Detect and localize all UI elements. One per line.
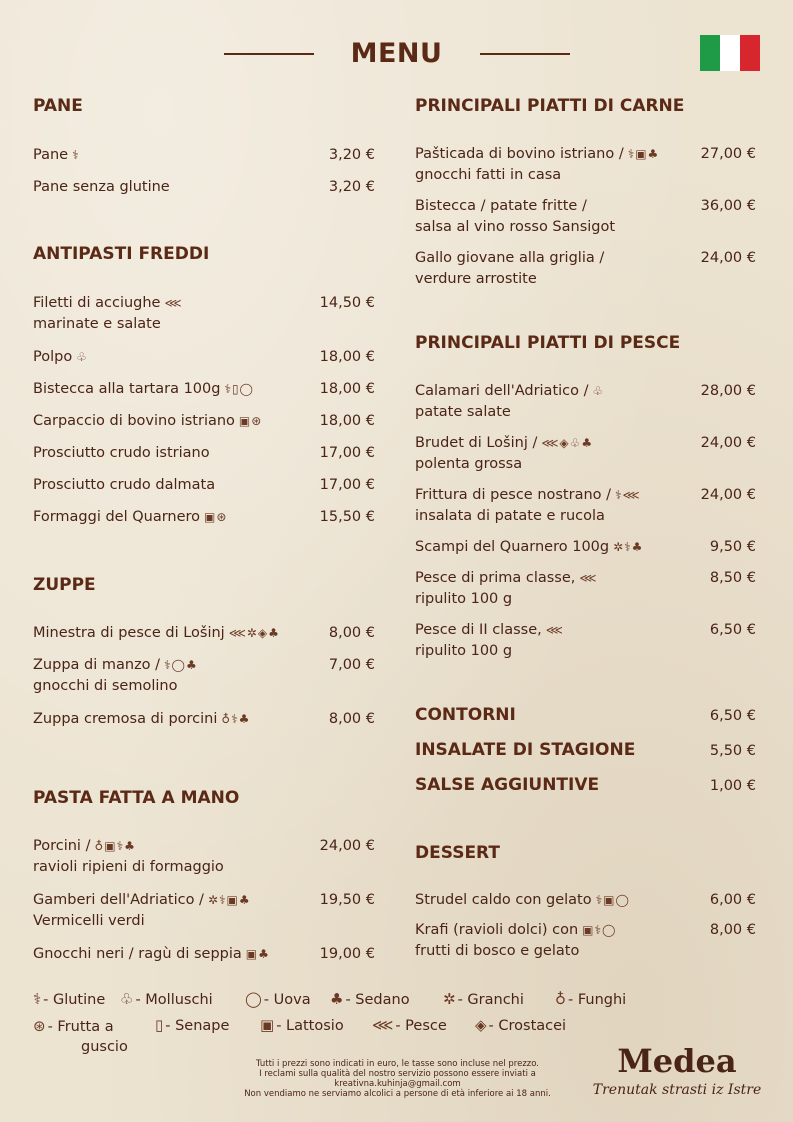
allergen-icons: ✲⚕♣: [613, 540, 644, 554]
mushroom-icon: ♁: [555, 990, 566, 1008]
allergen-icons: ♁▣⚕♣: [94, 839, 136, 853]
menu-item: [33, 347, 303, 368]
item-name-line2: marinate e salate: [33, 316, 161, 332]
section-title-contorni: CONTORNI: [415, 705, 516, 725]
page-title: MENU: [350, 38, 443, 69]
allergen-icons: ⚕▣♣: [627, 147, 660, 161]
item-name: Filetti di acciughe: [33, 295, 161, 311]
item-name: Carpaccio di bovino istriano: [33, 413, 235, 429]
item-name-line2: gnocchi fatti in casa: [415, 167, 562, 183]
legend-label: - Granchi: [457, 992, 524, 1008]
octopus-icon: ♧: [120, 990, 134, 1008]
legend-frutta: [33, 1016, 128, 1057]
menu-item: [33, 177, 303, 198]
menu-item: [415, 620, 675, 662]
item-name-line2: polenta grossa: [415, 456, 523, 472]
allergen-icons: ▣⊛: [238, 414, 263, 428]
menu-item: [33, 623, 318, 644]
menu-header: [0, 38, 793, 74]
legend-lattosio: [260, 1016, 344, 1034]
item-price: 8,00 €: [328, 625, 375, 641]
menu-item: [415, 537, 685, 558]
insalate-price: 5,50 €: [709, 743, 756, 759]
legend-crostacei: [475, 1016, 566, 1034]
allergen-icons: ⋘: [545, 623, 564, 637]
menu-item: [33, 944, 318, 965]
menu-item: [415, 381, 675, 423]
menu-item: [33, 443, 303, 464]
allergen-icons: ⋘: [579, 571, 598, 585]
menu-item: [33, 379, 303, 400]
item-price: 24,00 €: [700, 435, 756, 451]
mustard-icon: ▯: [155, 1016, 164, 1034]
flag-white: [720, 35, 740, 71]
item-price: 6,00 €: [709, 892, 756, 908]
shell-icon: ◈: [475, 1016, 487, 1034]
legend-funghi: [555, 990, 626, 1008]
menu-item: [33, 293, 303, 335]
item-price: 27,00 €: [700, 146, 756, 162]
allergen-icons: ⋘◈♧♣: [541, 436, 594, 450]
item-price: 8,00 €: [328, 711, 375, 727]
menu-item: [33, 709, 303, 730]
menu-item: [415, 890, 685, 911]
item-price: 3,20 €: [328, 179, 375, 195]
legend-uova: [245, 990, 311, 1008]
item-price: 19,00 €: [319, 946, 375, 962]
item-name: Pesce di II classe,: [415, 622, 542, 638]
menu-item: [415, 248, 675, 290]
item-name: Zuppa cremosa di porcini: [33, 711, 218, 727]
menu-item: [415, 485, 685, 527]
item-name-line2: verdure arrostite: [415, 271, 537, 287]
item-price: 15,50 €: [319, 509, 375, 525]
allergen-icons: ♁⚕♣: [221, 712, 251, 726]
section-title-antipasti: ANTIPASTI FREDDI: [33, 244, 210, 264]
menu-item: [33, 475, 303, 496]
item-name-line2: salsa al vino rosso Sansigot: [415, 219, 616, 235]
legend-label: - Crostacei: [488, 1018, 567, 1034]
menu-item: [33, 507, 303, 528]
note-line: Tutti i prezzi sono indicati in euro, le tasse sono incluse nel prezzo.: [255, 1059, 540, 1069]
legend-label: - Frutta a: [47, 1019, 114, 1035]
menu-item: [415, 144, 700, 186]
footer-note: [225, 1059, 570, 1099]
milk-icon: ▣: [260, 1016, 275, 1034]
item-name-line2: Vermicelli verdi: [33, 913, 145, 929]
item-price: 24,00 €: [319, 838, 375, 854]
item-price: 14,50 €: [319, 295, 375, 311]
legend-label: - Lattosio: [276, 1018, 344, 1034]
allergen-icons: ⚕⋘: [615, 488, 641, 502]
item-name: Zuppa di manzo /: [33, 657, 161, 673]
item-name-line2: ravioli ripieni di formaggio: [33, 859, 224, 875]
contorni-price: 6,50 €: [709, 708, 756, 724]
item-price: 17,00 €: [319, 477, 375, 493]
section-title-insalate: INSALATE DI STAGIONE: [415, 740, 636, 760]
legend-senape: [155, 1016, 229, 1034]
item-price: 3,20 €: [328, 147, 375, 163]
menu-item: [415, 920, 685, 962]
title-right-line: [480, 53, 570, 55]
brand-slogan: Trenutak strasti iz Istre: [592, 1082, 762, 1098]
allergen-icons: ⚕▣◯: [595, 893, 630, 907]
item-price: 28,00 €: [700, 383, 756, 399]
item-name: Gamberi dell'Adriatico /: [33, 892, 204, 908]
item-price: 8,50 €: [709, 570, 756, 586]
item-price: 19,50 €: [319, 892, 375, 908]
item-name-line2: patate salate: [415, 404, 511, 420]
item-price: 7,00 €: [328, 657, 375, 673]
legend-label: - Sedano: [345, 992, 410, 1008]
item-name: Pane senza glutine: [33, 179, 170, 195]
item-name: Gnocchi neri / ragù di seppia: [33, 946, 242, 962]
item-name: Formaggi del Quarnero: [33, 509, 201, 525]
legend-sedano: [330, 990, 410, 1008]
item-name: Gallo giovane alla griglia /: [415, 250, 605, 266]
allergen-icons: ✲⚕▣♣: [207, 893, 251, 907]
menu-item: [415, 433, 675, 475]
menu-item: [33, 145, 303, 166]
note-line: Non vendiamo ne serviamo alcolici a persone di età inferiore ai 18 anni.: [244, 1089, 551, 1099]
italian-flag-icon[interactable]: [700, 35, 760, 71]
item-name: Pašticada di bovino istriano /: [415, 146, 624, 162]
item-name: Scampi del Quarnero 100g: [415, 539, 610, 555]
menu-item: [33, 890, 303, 932]
item-price: 18,00 €: [319, 413, 375, 429]
item-name: Krafi (ravioli dolci) con: [415, 922, 579, 938]
allergen-icons: ▣⚕◯: [582, 923, 617, 937]
menu-item: [415, 568, 675, 610]
item-price: 8,00 €: [709, 922, 756, 938]
flag-red: [740, 35, 760, 71]
item-name: Prosciutto crudo dalmata: [33, 477, 216, 493]
brand-logo: [592, 1042, 762, 1098]
item-name: Frittura di pesce nostrano /: [415, 487, 612, 503]
legend-glutine: [33, 990, 105, 1008]
allergen-icons: ⚕◯♣: [164, 658, 198, 672]
item-price: 36,00 €: [700, 198, 756, 214]
item-name-line2: insalata di patate e rucola: [415, 508, 605, 524]
item-name: Brudet di Lošinj /: [415, 435, 538, 451]
item-name: Minestra di pesce di Lošinj: [33, 625, 225, 641]
egg-icon: ◯: [245, 990, 262, 1008]
item-name-line2: gnocchi di semolino: [33, 678, 178, 694]
note-line: I reclami sulla qualità del nostro servizio possono essere inviati a: [259, 1069, 536, 1079]
item-name: Bistecca / patate fritte /: [415, 198, 587, 214]
nut-icon: ⊛: [33, 1017, 46, 1035]
item-name: Pesce di prima classe,: [415, 570, 576, 586]
item-name: Pane: [33, 147, 69, 163]
allergen-icons: ⚕▯◯: [224, 382, 254, 396]
item-price: 24,00 €: [700, 487, 756, 503]
legend-label-line2: guscio: [81, 1039, 128, 1055]
note-email: kreativna.kuhinja@gmail.com: [334, 1079, 461, 1089]
wheat-icon: ⚕: [33, 990, 42, 1008]
allergen-icons: ⚕: [72, 148, 80, 162]
allergen-icons: ⋘: [164, 296, 183, 310]
brand-name: Medea: [617, 1042, 737, 1080]
legend-label: - Uova: [263, 992, 311, 1008]
item-name-line2: frutti di bosco e gelato: [415, 943, 580, 959]
legend-label: - Funghi: [568, 992, 627, 1008]
allergen-icons: ▣♣: [245, 947, 270, 961]
allergen-icons: ♧: [592, 384, 605, 398]
item-name: Bistecca alla tartara 100g: [33, 381, 221, 397]
legend-label: - Senape: [165, 1018, 230, 1034]
allergen-icons: ⋘✲◈♣: [228, 626, 280, 640]
item-price: 6,50 €: [709, 622, 756, 638]
section-title-zuppe: ZUPPE: [33, 575, 96, 595]
flag-green: [700, 35, 720, 71]
item-name-line2: ripulito 100 g: [415, 643, 513, 659]
menu-item: [415, 196, 675, 238]
item-name: Porcini /: [33, 838, 91, 854]
fish-icon: ⋘: [372, 1016, 394, 1034]
section-title-pasta: PASTA FATTA A MANO: [33, 788, 240, 808]
menu-item: [33, 836, 303, 878]
section-title-pesce: PRINCIPALI PIATTI DI PESCE: [415, 333, 681, 353]
legend-granchi: [443, 990, 524, 1008]
legend-pesce: [372, 1016, 447, 1034]
item-price: 18,00 €: [319, 349, 375, 365]
section-title-dessert: DESSERT: [415, 843, 500, 863]
legend-molluschi: [120, 990, 213, 1008]
allergen-icons: ♧: [76, 350, 88, 364]
legend-label: - Molluschi: [135, 992, 213, 1008]
item-name-line2: ripulito 100 g: [415, 591, 513, 607]
salse-price: 1,00 €: [709, 778, 756, 794]
menu-item: [33, 411, 303, 432]
item-name: Prosciutto crudo istriano: [33, 445, 210, 461]
legend-label: - Pesce: [395, 1018, 447, 1034]
item-price: 9,50 €: [709, 539, 756, 555]
section-title-carne: PRINCIPALI PIATTI DI CARNE: [415, 96, 685, 116]
item-price: 17,00 €: [319, 445, 375, 461]
legend-label: - Glutine: [43, 992, 106, 1008]
item-price: 24,00 €: [700, 250, 756, 266]
crab-icon: ✲: [443, 990, 456, 1008]
section-title-salse: SALSE AGGIUNTIVE: [415, 775, 600, 795]
celery-icon: ♣: [330, 990, 344, 1008]
item-name: Calamari dell'Adriatico /: [415, 383, 589, 399]
item-name: Strudel caldo con gelato: [415, 892, 592, 908]
section-title-pane: PANE: [33, 96, 83, 116]
menu-item: [33, 655, 303, 697]
item-name: Polpo: [33, 349, 73, 365]
item-price: 18,00 €: [319, 381, 375, 397]
allergen-icons: ▣⊛: [204, 510, 228, 524]
